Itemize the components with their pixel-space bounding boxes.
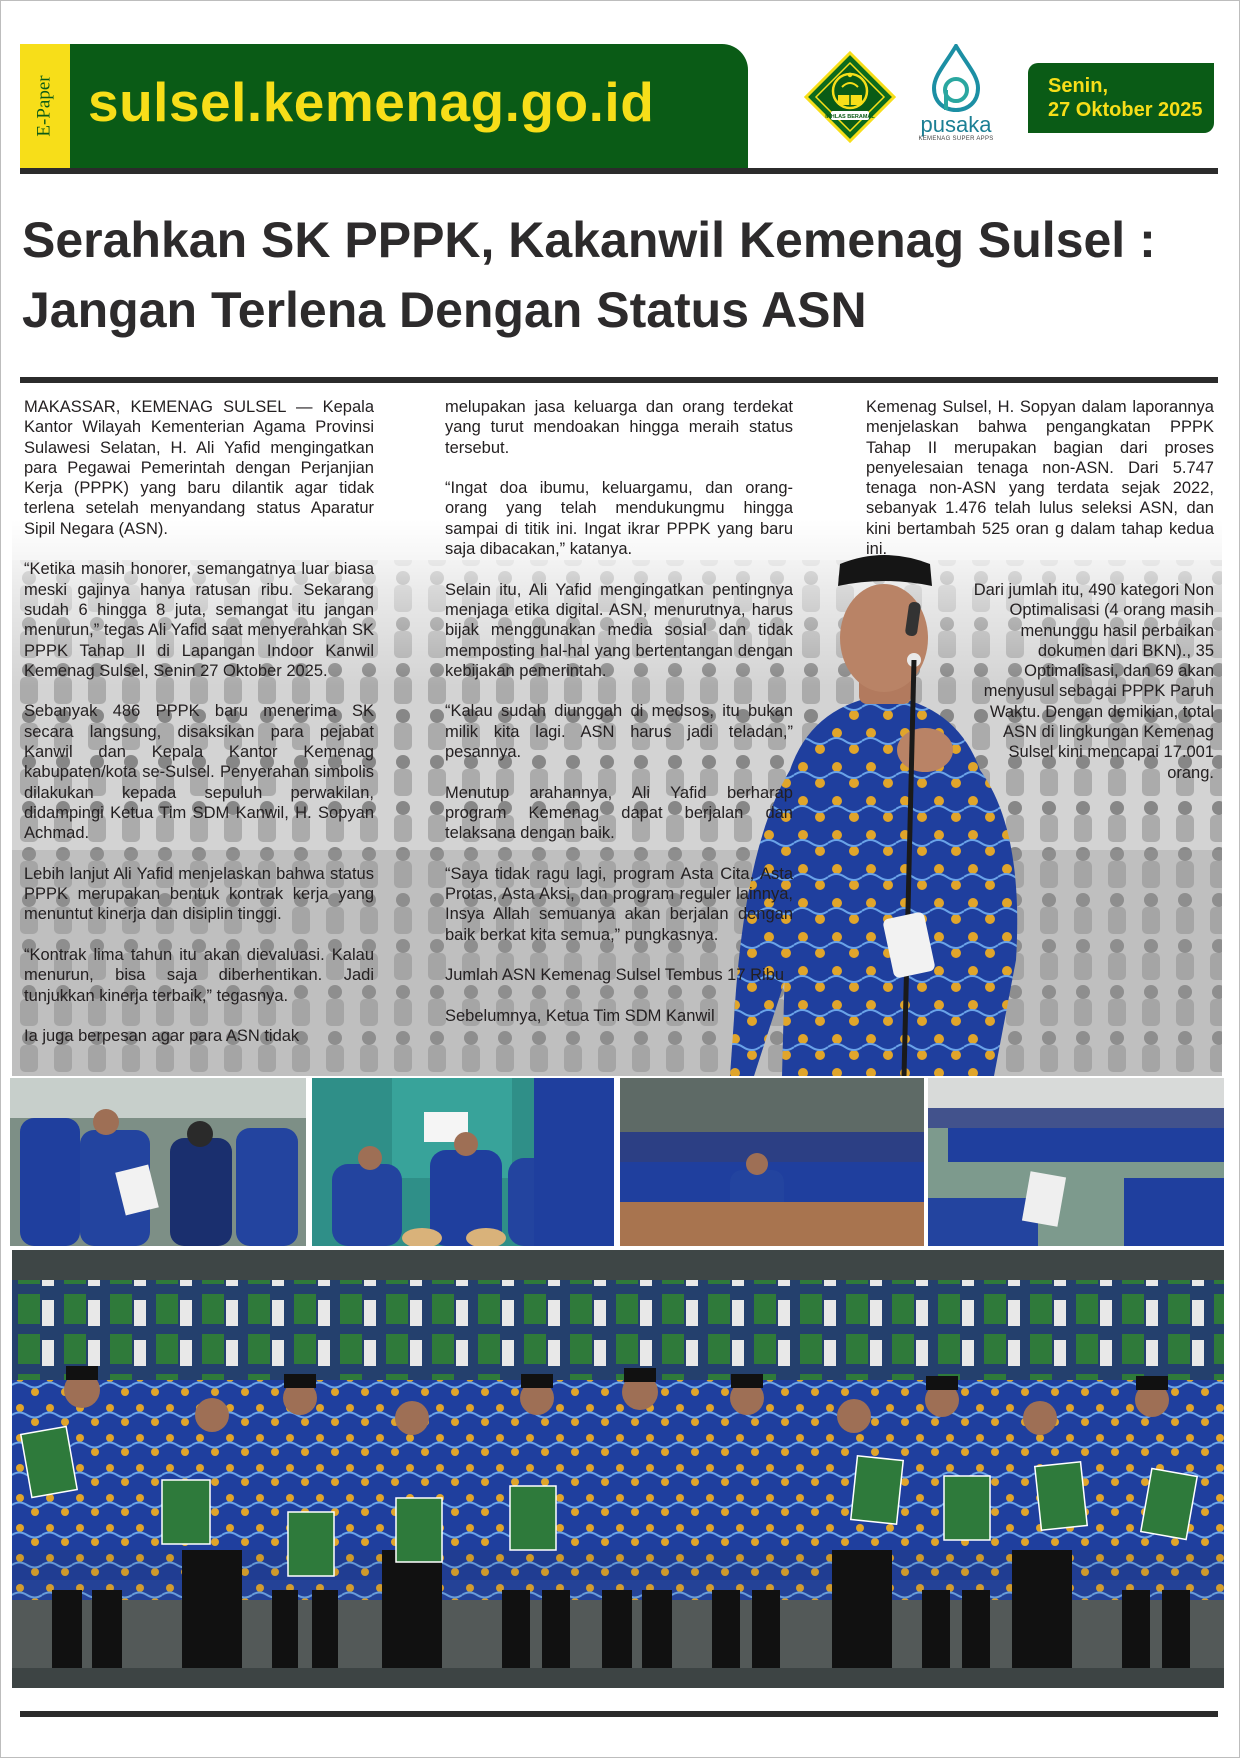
date-badge	[1028, 63, 1214, 133]
article-paragraph: Dari jumlah itu, 490 kategori Non Optimalisasi (4 orang masih menunggu hasil perbaikan dokumen dari BKN)., 35 Optimalisasi, dan 69 akan menyusul sebagai PPPK Paruh Waktu. Dengan demikian, total ASN di lingkungan Kemenag Sulsel kini mencapai 17.001 orang.	[973, 581, 1214, 782]
photo-group-sk-recipients	[12, 1250, 1224, 1688]
date-full: 27 Oktober 2025	[1048, 99, 1203, 121]
pusaka-name: pusaka	[920, 112, 992, 137]
pusaka-tagline: KEMENAG SUPER APPS	[918, 136, 994, 142]
headline-line-1: Serahkan SK PPPK, Kakanwil Kemenag Sulsel :	[22, 212, 1156, 268]
article-column-2	[445, 397, 793, 1065]
photo-sk-handover	[10, 1078, 306, 1246]
epaper-label-strip	[20, 44, 70, 168]
article-paragraph: Kemenag Sulsel, H. Sopyan dalam laporannya menjelaskan bahwa pengangkatan PPPK Tahap II merupakan bagian dari proses penyelesaian tenaga non-ASN. Dari 5.747 tenaga non-ASN yang terdata sejak 2022, sebanyak 1.476 telah lulus seleksi ASN, dan kini bertambah 525 oran g dalam tahap kedua ini.	[866, 398, 1214, 559]
article-column-3	[866, 397, 1214, 580]
article-subheading: Jumlah ASN Kemenag Sulsel Tembus 17 Ribu	[445, 966, 785, 985]
site-url[interactable]: sulsel.kemenag.go.id	[88, 71, 655, 133]
kemenag-logo-icon	[804, 51, 896, 143]
footer-divider	[20, 1711, 1218, 1717]
article-paragraph: MAKASSAR, KEMENAG SULSEL — Kepala Kantor Wilayah Kementerian Agama Provinsi Sulawesi Selatan, H. Ali Yafid mengingatkan para Pegawai Pemerintah dengan Perjanjian Kerja (PPPK) yang baru dilantik agar tidak terlena setelah menyandang status Aparatur Sipil Negara (ASN).	[24, 398, 374, 538]
article-paragraph: “Ketika masih honorer, semangatnya luar biasa meski gajinya hanya ratusan ribu. Sekarang sudah 6 hingga 8 juta, semangat itu jangan menurun,” tegas Ali Yafid saat menyerahkan SK PPPK Tahap II di Lapangan Indoor Kanwil Kemenag Sulsel, Senin 27 Oktober 2025.	[24, 560, 374, 680]
photo-hall-overview	[928, 1078, 1224, 1246]
headline-divider	[20, 377, 1218, 383]
article-paragraph: Selain itu, Ali Yafid mengingatkan pentingnya menjaga etika digital. ASN, menurutnya, harus bijak menggunakan media sosial dan tidak memposting hal-hal yang bertentangan dengan kebijakan pemerintah.	[445, 580, 793, 680]
article-paragraph: Sebelumnya, Ketua Tim SDM Kanwil	[445, 1006, 715, 1025]
kemenag-logo-motto: IKHLAS BERAMAL	[825, 114, 875, 120]
article-paragraph: melupakan jasa keluarga dan orang terdekat yang turut mendoakan hingga meraih status tersebut.	[445, 398, 793, 457]
page-title	[22, 205, 1222, 345]
article-column-3-wrap	[960, 580, 1214, 803]
article-paragraph: Lebih lanjut Ali Yafid menjelaskan bahwa status PPPK merupakan bentuk kontrak kerja yang menuntut kinerja dan disiplin tinggi.	[24, 864, 374, 924]
masthead-divider	[20, 168, 1218, 174]
article-paragraph: Menutup arahannya, Ali Yafid berharap program Kemenag dapat berjalan dan telaksana dengan baik.	[445, 783, 793, 843]
article-paragraph: Sebanyak 486 PPPK baru menerima SK secara langsung, disaksikan para pejabat Kanwil dan Kepala Kantor Kemenag kabupaten/kota se-Sulsel. Penyerahan simbolis dilakukan kepada sepuluh perwakilan, didampingi Ketua Tim SDM Kanwil, H. Sopyan Achmad.	[24, 702, 374, 843]
date-day: Senin,	[1048, 75, 1109, 97]
article-paragraph: “Saya tidak ragu lagi, program Asta Cita, Asta Protas, Asta Aksi, dan program reguler lainnya, Insya Allah semuanya akan berjalan dengan baik berkat kita semua,” pungkasnya.	[445, 864, 793, 944]
article-column-1	[24, 397, 374, 1065]
article-paragraph: “Kalau sudah diunggah di medsos, itu bukan milik kita lagi. ASN harus jadi teladan,” pesannya.	[445, 702, 793, 762]
article-paragraph: “Ingat doa ibumu, keluargamu, dan orang-orang yang telah mendukungmu hingga sampai di titik ini. Ingat ikrar PPPK yang baru saja dibacakan,” katanya.	[445, 479, 793, 559]
epaper-label: E-Paper	[34, 75, 56, 137]
photo-rows-of-pppk	[620, 1078, 924, 1246]
photo-officials-seated	[312, 1078, 614, 1246]
article-paragraph: Ia juga berpesan agar para ASN tidak	[24, 1027, 300, 1046]
headline-line-2: Jangan Terlena Dengan Status ASN	[22, 282, 867, 338]
article-paragraph: “Kontrak lima tahun itu akan dievaluasi. Kalau menurun, bisa saja diberhentikan. Jadi tunjukkan kinerja terbaik,” tegasnya.	[24, 946, 374, 1005]
